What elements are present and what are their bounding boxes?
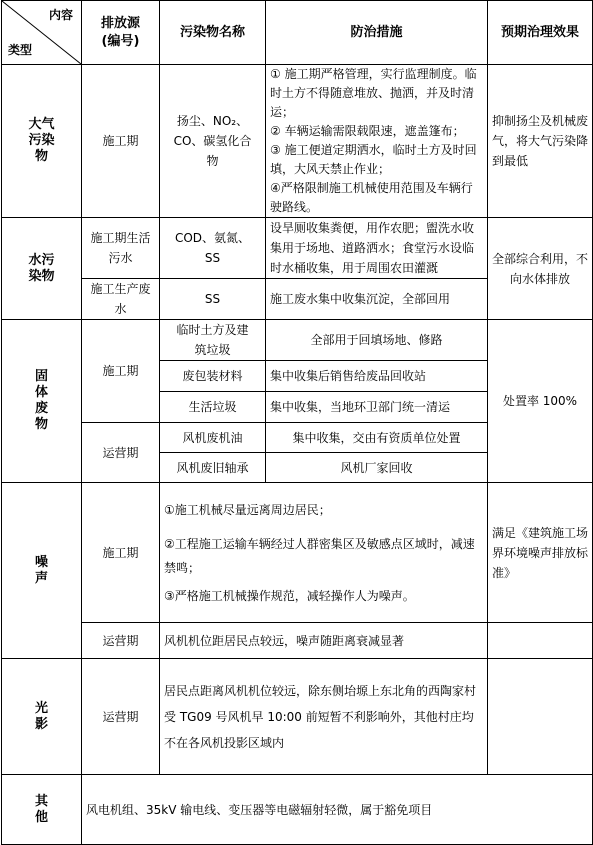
solid-measure-2: 集中收集后销售给废品回收站 xyxy=(266,361,488,392)
air-measures xyxy=(266,65,488,218)
water-category-label: 水污染物 xyxy=(28,252,55,284)
water-source-1: 施工期生活污水 xyxy=(82,218,160,279)
header-row xyxy=(2,1,593,65)
other-category-label: 其他 xyxy=(34,793,48,825)
solid-measure-4: 集中收集，交由有资质单位处置 xyxy=(266,423,488,453)
noise-measure-item: ①施工机械尽量远离周边居民； xyxy=(164,502,331,517)
solid-pollutant-1-text: 临时土方及建筑垃圾 xyxy=(176,323,249,357)
solid-operation-source: 运营期 xyxy=(82,423,160,483)
pollution-control-table xyxy=(1,0,593,845)
water-pollutant-1-text: COD、氨氮、SS xyxy=(174,231,251,265)
water-category xyxy=(2,218,82,320)
noise-measure-item: ②工程施工运输车辆经过人群密集区及敏感点区域时，减速禁鸣； xyxy=(164,536,475,575)
air-pollutants xyxy=(160,65,266,218)
noise-operation-measure: 风机机位距居民点较远，噪声随距离衰减显著 xyxy=(160,623,488,659)
air-measure-item: ② 车辆运输需限载限速，遮盖篷布； xyxy=(270,124,465,138)
water-effect: 全部综合利用，不向水体排放 xyxy=(488,218,593,320)
noise-operation-source: 运营期 xyxy=(82,623,160,659)
noise-category-label: 噪声 xyxy=(34,554,48,586)
noise-operation-effect xyxy=(488,623,593,659)
noise-construction-source: 施工期 xyxy=(82,483,160,623)
light-category xyxy=(2,659,82,775)
other-measure: 风电机组、35kV 输电线、变压器等电磁辐射轻微，属于豁免项目 xyxy=(82,775,593,845)
light-category-label: 光影 xyxy=(34,700,48,732)
water-pollutant-2: SS xyxy=(160,279,266,320)
solid-measure-1: 全部用于回填场地、修路 xyxy=(266,320,488,361)
header-effect: 预期治理效果 xyxy=(488,1,593,65)
solid-pollutant-4: 风机废机油 xyxy=(160,423,266,453)
header-pollutant: 污染物名称 xyxy=(160,1,266,65)
solid-effect: 处置率 100% xyxy=(488,320,593,483)
noise-measure-item: ③严格施工机械操作规范，减轻操作人为噪声。 xyxy=(164,588,415,603)
water-row-1 xyxy=(2,218,593,279)
water-measure-1: 设旱厕收集粪便，用作农肥；盥洗水收集用于场地、道路洒水；食堂污水设临时水桶收集，用于周围农田灌溉 xyxy=(266,218,488,279)
solid-pollutant-5: 风机废旧轴承 xyxy=(160,453,266,483)
noise-row-2 xyxy=(2,623,593,659)
noise-effect: 满足《建筑施工场界环境噪声排放标准》 xyxy=(488,483,593,623)
other-row xyxy=(2,775,593,845)
light-measure: 居民点距离风机机位较远，除东侧坮塬上东北角的西陶家村受 TG09 号风机早 10:00 前短暂不利影响外，其他村庄均不在各风机投影区域内 xyxy=(160,659,488,775)
air-category-label: 大气污染物 xyxy=(28,117,55,164)
noise-row-1 xyxy=(2,483,593,623)
solid-category xyxy=(2,320,82,483)
solid-pollutant-1 xyxy=(160,320,266,361)
solid-construction-source: 施工期 xyxy=(82,320,160,423)
header-type-label: 类型 xyxy=(8,43,33,57)
air-measure-item: ④严格限制施工机械使用范围及车辆行驶路线。 xyxy=(270,181,473,214)
solid-pollutant-3: 生活垃圾 xyxy=(160,392,266,423)
water-source-2: 施工生产废水 xyxy=(82,279,160,320)
header-source: 排放源 (编号) xyxy=(82,1,160,65)
air-row xyxy=(2,65,593,218)
header-content-label: 内容 xyxy=(48,8,73,22)
header-measures: 防治措施 xyxy=(266,1,488,65)
noise-category xyxy=(2,483,82,659)
air-category xyxy=(2,65,82,218)
water-pollutant-1 xyxy=(160,218,266,279)
light-source: 运营期 xyxy=(82,659,160,775)
solid-category-label: 固体废物 xyxy=(34,369,48,432)
air-source: 施工期 xyxy=(82,65,160,218)
solid-pollutant-2: 废包装材料 xyxy=(160,361,266,392)
solid-measure-3: 集中收集，当地环卫部门统一清运 xyxy=(266,392,488,423)
noise-construction-measures xyxy=(160,483,488,623)
air-pollutants-text: 扬尘、NO₂、CO、碳氢化合物 xyxy=(173,114,252,168)
water-measure-2: 施工废水集中收集沉淀，全部回用 xyxy=(266,279,488,320)
light-effect xyxy=(488,659,593,775)
air-measure-item: ① 施工期严格管理，实行监理制度。临时土方不得随意堆放、抛洒，并及时清运； xyxy=(270,67,477,119)
solid-row-1 xyxy=(2,320,593,361)
light-row xyxy=(2,659,593,775)
air-measure-item: ③ 施工便道定期洒水，临时土方及时回填，大风天禁止作业； xyxy=(270,143,477,176)
header-diagonal-cell xyxy=(2,1,82,65)
other-category xyxy=(2,775,82,845)
solid-measure-5: 风机厂家回收 xyxy=(266,453,488,483)
air-effect: 抑制扬尘及机械废气，将大气污染降到最低 xyxy=(488,65,593,218)
